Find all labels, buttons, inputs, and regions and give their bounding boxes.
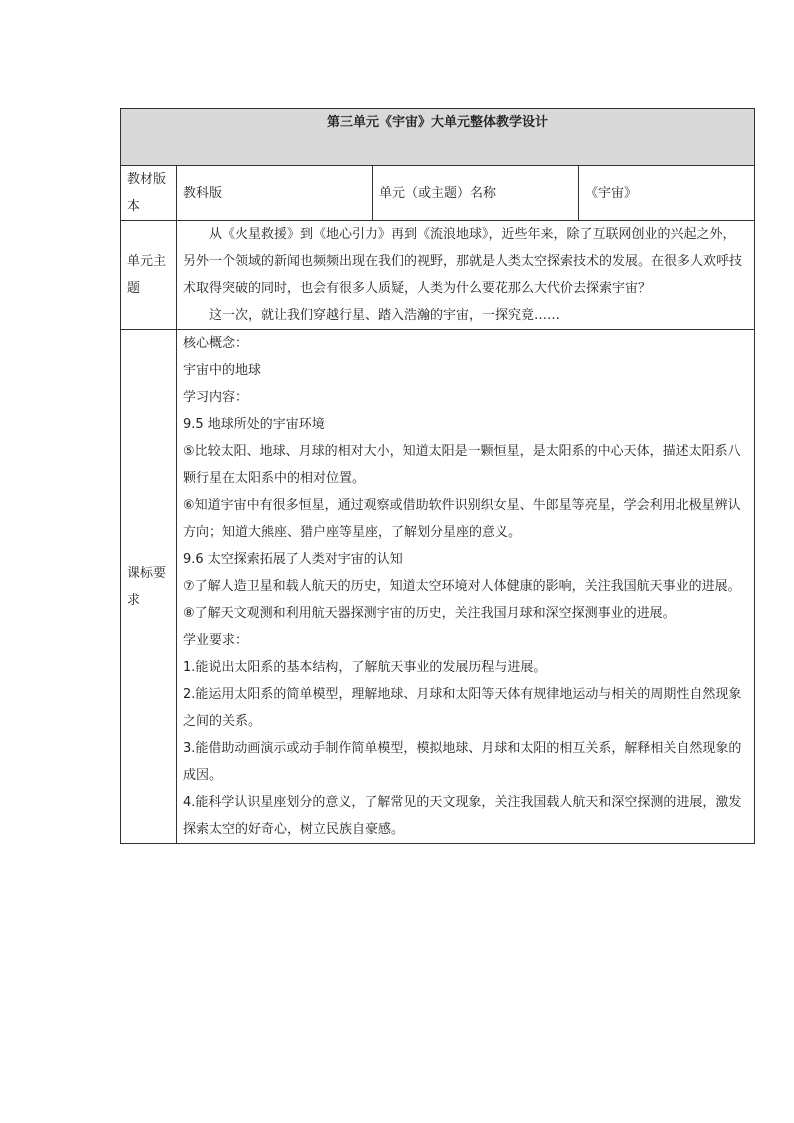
standards-line: 9.5 地球所处的宇宙环境 xyxy=(183,417,325,432)
page-title: 第三单元《宇宙》大单元整体教学设计 xyxy=(121,109,755,166)
unit-theme-content xyxy=(177,221,755,330)
standards-line: 3.能借助动画演示或动手制作简单模型，模拟地球、月球和太阳的相互关系，解释相关自然现象的成因。 xyxy=(183,741,742,783)
standards-line: 核心概念： xyxy=(183,336,249,351)
textbook-version-label: 教材版本 xyxy=(121,166,177,221)
standards-line: 学业要求： xyxy=(183,633,249,648)
standards-line: 4.能科学认识星座划分的意义，了解常见的天文现象，关注我国载人航天和深空探测的进展，激发探索太空的好奇心，树立民族自豪感。 xyxy=(183,795,742,837)
theme-paragraph: 这一次，就让我们穿越行星、踏入浩瀚的宇宙，一探究竟…… xyxy=(209,308,561,323)
textbook-version-value: 教科版 xyxy=(177,166,373,221)
standards-line: 1.能说出太阳系的基本结构，了解航天事业的发展历程与进展。 xyxy=(183,660,547,675)
curriculum-standards-label: 课标要求 xyxy=(121,330,177,844)
standards-line: 学习内容： xyxy=(183,390,249,405)
standards-line: 2.能运用太阳系的简单模型，理解地球、月球和太阳等天体有规律地运动与相关的周期性自然现象之间的关系。 xyxy=(183,687,742,729)
unit-theme-label: 单元主题 xyxy=(121,221,177,330)
standards-line: ⑧了解天文观测和利用航天器探测宇宙的历史，关注我国月球和深空探测事业的进展。 xyxy=(183,606,676,621)
standards-line: 宇宙中的地球 xyxy=(183,363,262,378)
unit-name-label: 单元（或主题）名称 xyxy=(373,166,579,221)
standards-line: 9.6 太空探索拓展了人类对宇宙的认知 xyxy=(183,552,403,567)
standards-line: ⑤比较太阳、地球、月球的相对大小，知道太阳是一颗恒星，是太阳系的中心天体，描述太阳系八颗行星在太阳系中的相对位置。 xyxy=(183,444,741,486)
unit-name-value: 《宇宙》 xyxy=(579,166,755,221)
standards-line: ⑦了解人造卫星和载人航天的历史，知道太空环境对人体健康的影响，关注我国航天事业的进展。 xyxy=(183,579,741,594)
standards-line: ⑥知道宇宙中有很多恒星，通过观察或借助软件识别织女星、牛郎星等亮星，学会利用北极星辨认方向；知道大熊座、猎户座等星座，了解划分星座的意义。 xyxy=(183,498,741,540)
theme-paragraph: 从《火星救援》到《地心引力》再到《流浪地球》，近些年来，除了互联网创业的兴起之外，另外一个领域的新闻也频频出现在我们的视野，那就是人类太空探索技术的发展。在很多人欢呼技术取得突破的同时，也会有很多人质疑，人类为什么要花那么大代价去探索宇宙？ xyxy=(183,227,743,296)
lesson-design-table xyxy=(120,108,755,844)
curriculum-standards-content xyxy=(177,330,755,844)
